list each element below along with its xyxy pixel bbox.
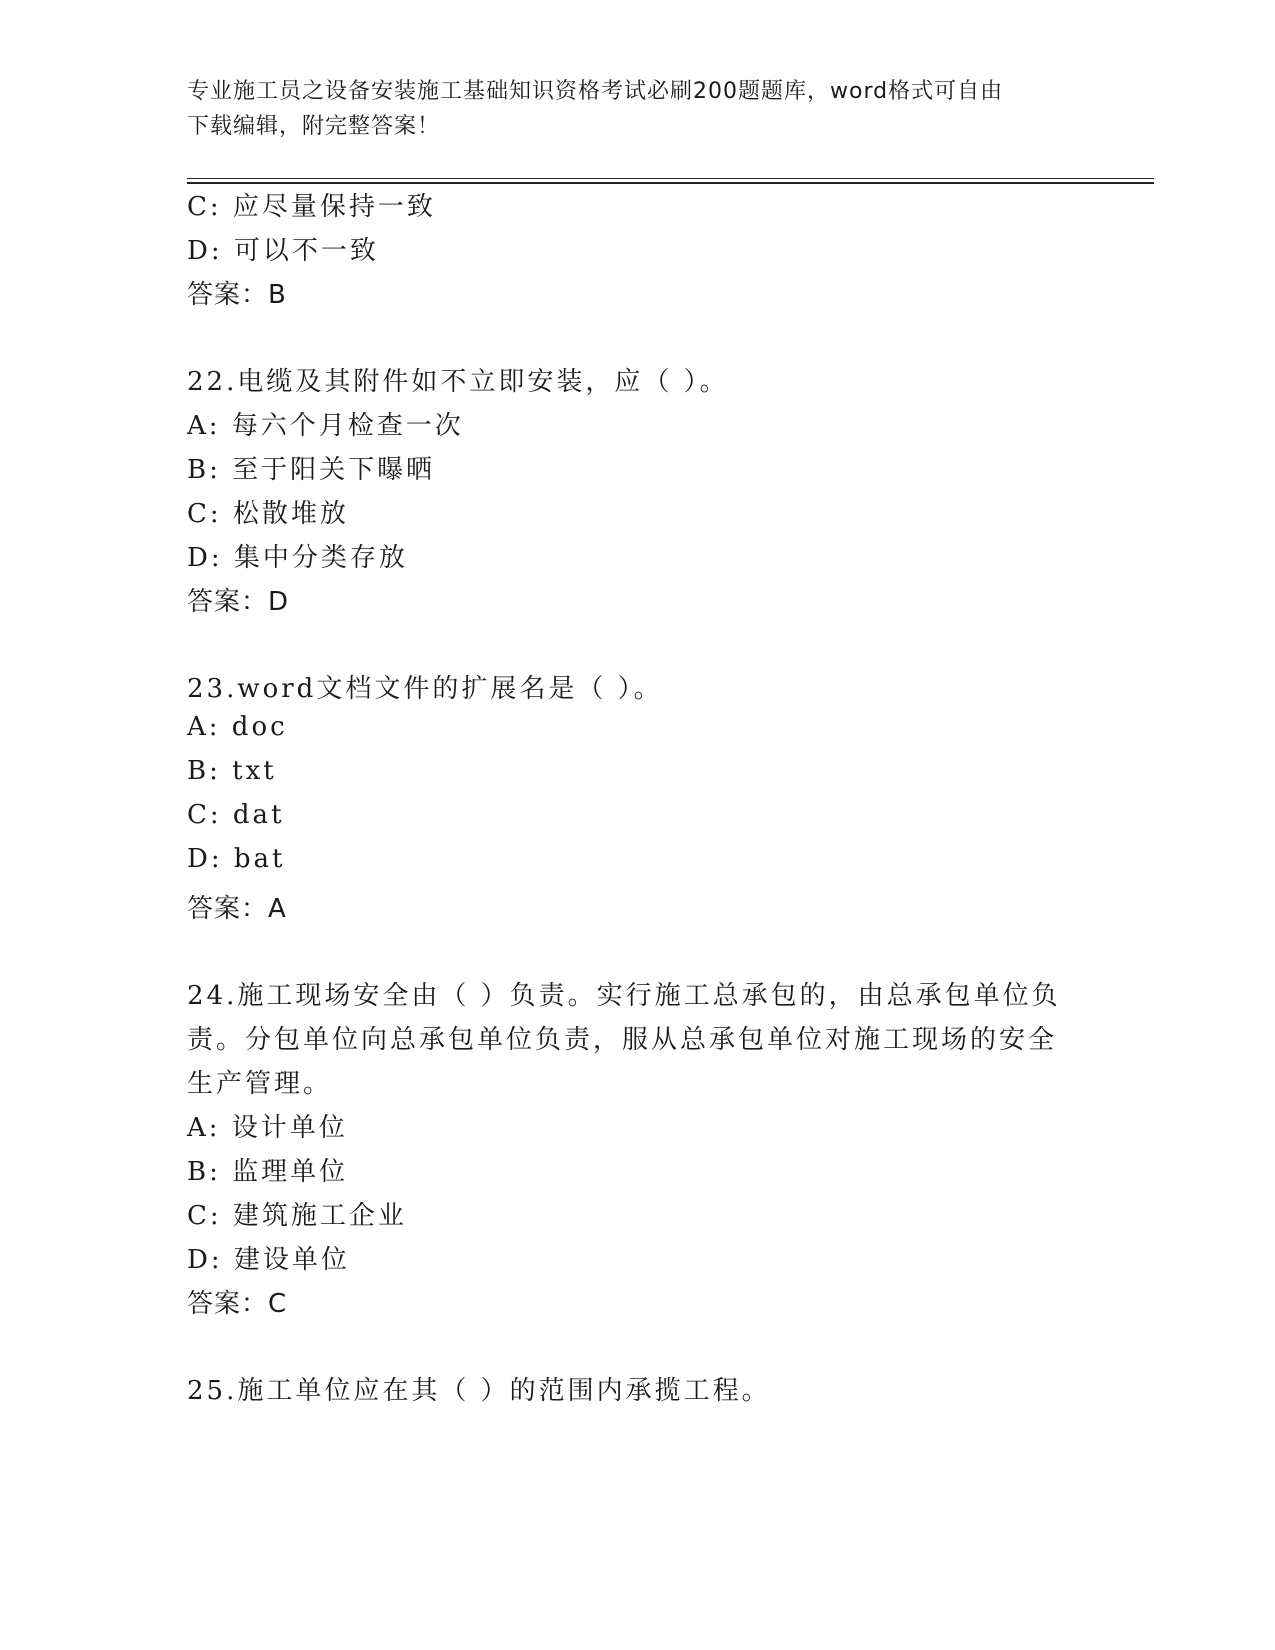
q24-answer: 答案：C <box>187 1289 288 1319</box>
q21-option-d: D: 可以不一致 <box>187 236 379 266</box>
q24-option-a: A: 设计单位 <box>187 1113 348 1143</box>
q21-answer: 答案：B <box>187 280 287 310</box>
q22-option-a: A: 每六个月检查一次 <box>187 411 464 441</box>
q23-answer: 答案：A <box>187 894 287 924</box>
q23-option-d: D: bat <box>187 844 286 874</box>
q23-option-b: B: txt <box>187 756 277 786</box>
q24-question-line-1: 24.施工现场安全由（ ）负责。实行施工总承包的，由总承包单位负 <box>187 981 1061 1011</box>
q23-option-a: A: doc <box>187 712 288 742</box>
q25-question: 25.施工单位应在其（ ）的范围内承揽工程。 <box>187 1376 771 1406</box>
document-header <box>187 74 1087 144</box>
header-title-line-1: 专业施工员之设备安装施工基础知识资格考试必刷200题题库，word格式可自由 <box>187 79 1004 104</box>
q24-option-b: B: 监理单位 <box>187 1157 349 1187</box>
q21-option-c: C: 应尽量保持一致 <box>187 192 436 222</box>
header-divider-thin <box>187 178 1154 179</box>
header-divider-thick <box>187 182 1154 184</box>
q22-option-c: C: 松散堆放 <box>187 499 349 529</box>
q24-question-line-2: 责。分包单位向总承包单位负责，服从总承包单位对施工现场的安全 <box>187 1025 1058 1055</box>
q23-option-c: C: dat <box>187 800 285 830</box>
q24-question-line-3: 生产管理。 <box>187 1069 333 1099</box>
header-title-line-2: 下载编辑，附完整答案！ <box>187 114 441 139</box>
q23-question: 23.word文档文件的扩展名是（ ）。 <box>187 674 663 704</box>
q22-option-b: B: 至于阳关下曝晒 <box>187 455 436 485</box>
q22-option-d: D: 集中分类存放 <box>187 543 408 573</box>
q24-option-c: C: 建筑施工企业 <box>187 1201 407 1231</box>
q22-answer: 答案：D <box>187 587 290 617</box>
q22-question: 22.电缆及其附件如不立即安装，应（ ）。 <box>187 367 729 397</box>
q24-option-d: D: 建设单位 <box>187 1245 350 1275</box>
